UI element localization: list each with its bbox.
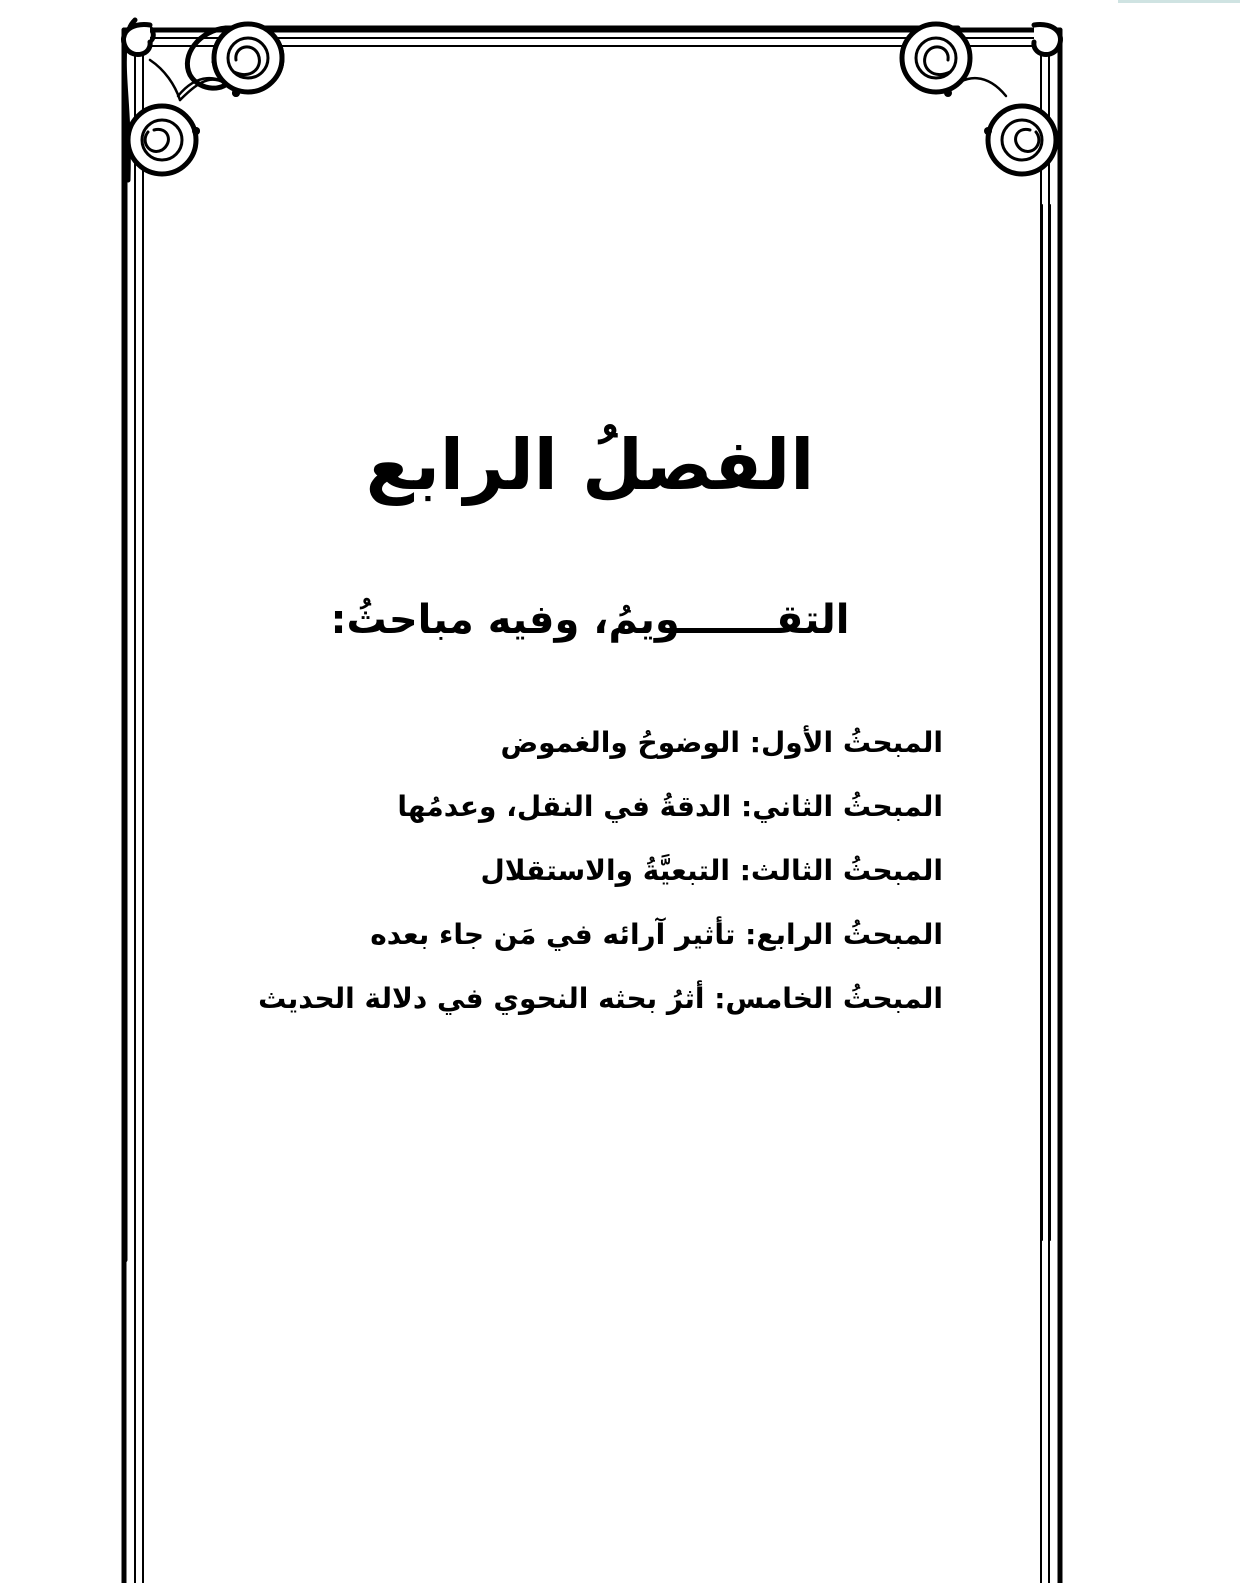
section-item-3: المبحثُ الثالث: التبعيَّةُ والاستقلال xyxy=(480,854,943,887)
section-item-4: المبحثُ الرابع: تأثير آرائه في مَن جاء بعده xyxy=(370,918,943,951)
section-item-2: المبحثُ الثاني: الدقةُ في النقل، وعدمُها xyxy=(397,790,943,823)
section-item-5: المبحثُ الخامس: أثرُ بحثه النحوي في دلالة الحديث xyxy=(258,982,943,1015)
chapter-subtitle: التقـــــــويمُ، وفيه مباحثُ: xyxy=(330,597,850,643)
sections-list xyxy=(260,722,943,1042)
section-item-1: المبحثُ الأول: الوضوحُ والغموض xyxy=(500,726,943,759)
chapter-title: الفصلُ الرابع xyxy=(365,424,815,506)
